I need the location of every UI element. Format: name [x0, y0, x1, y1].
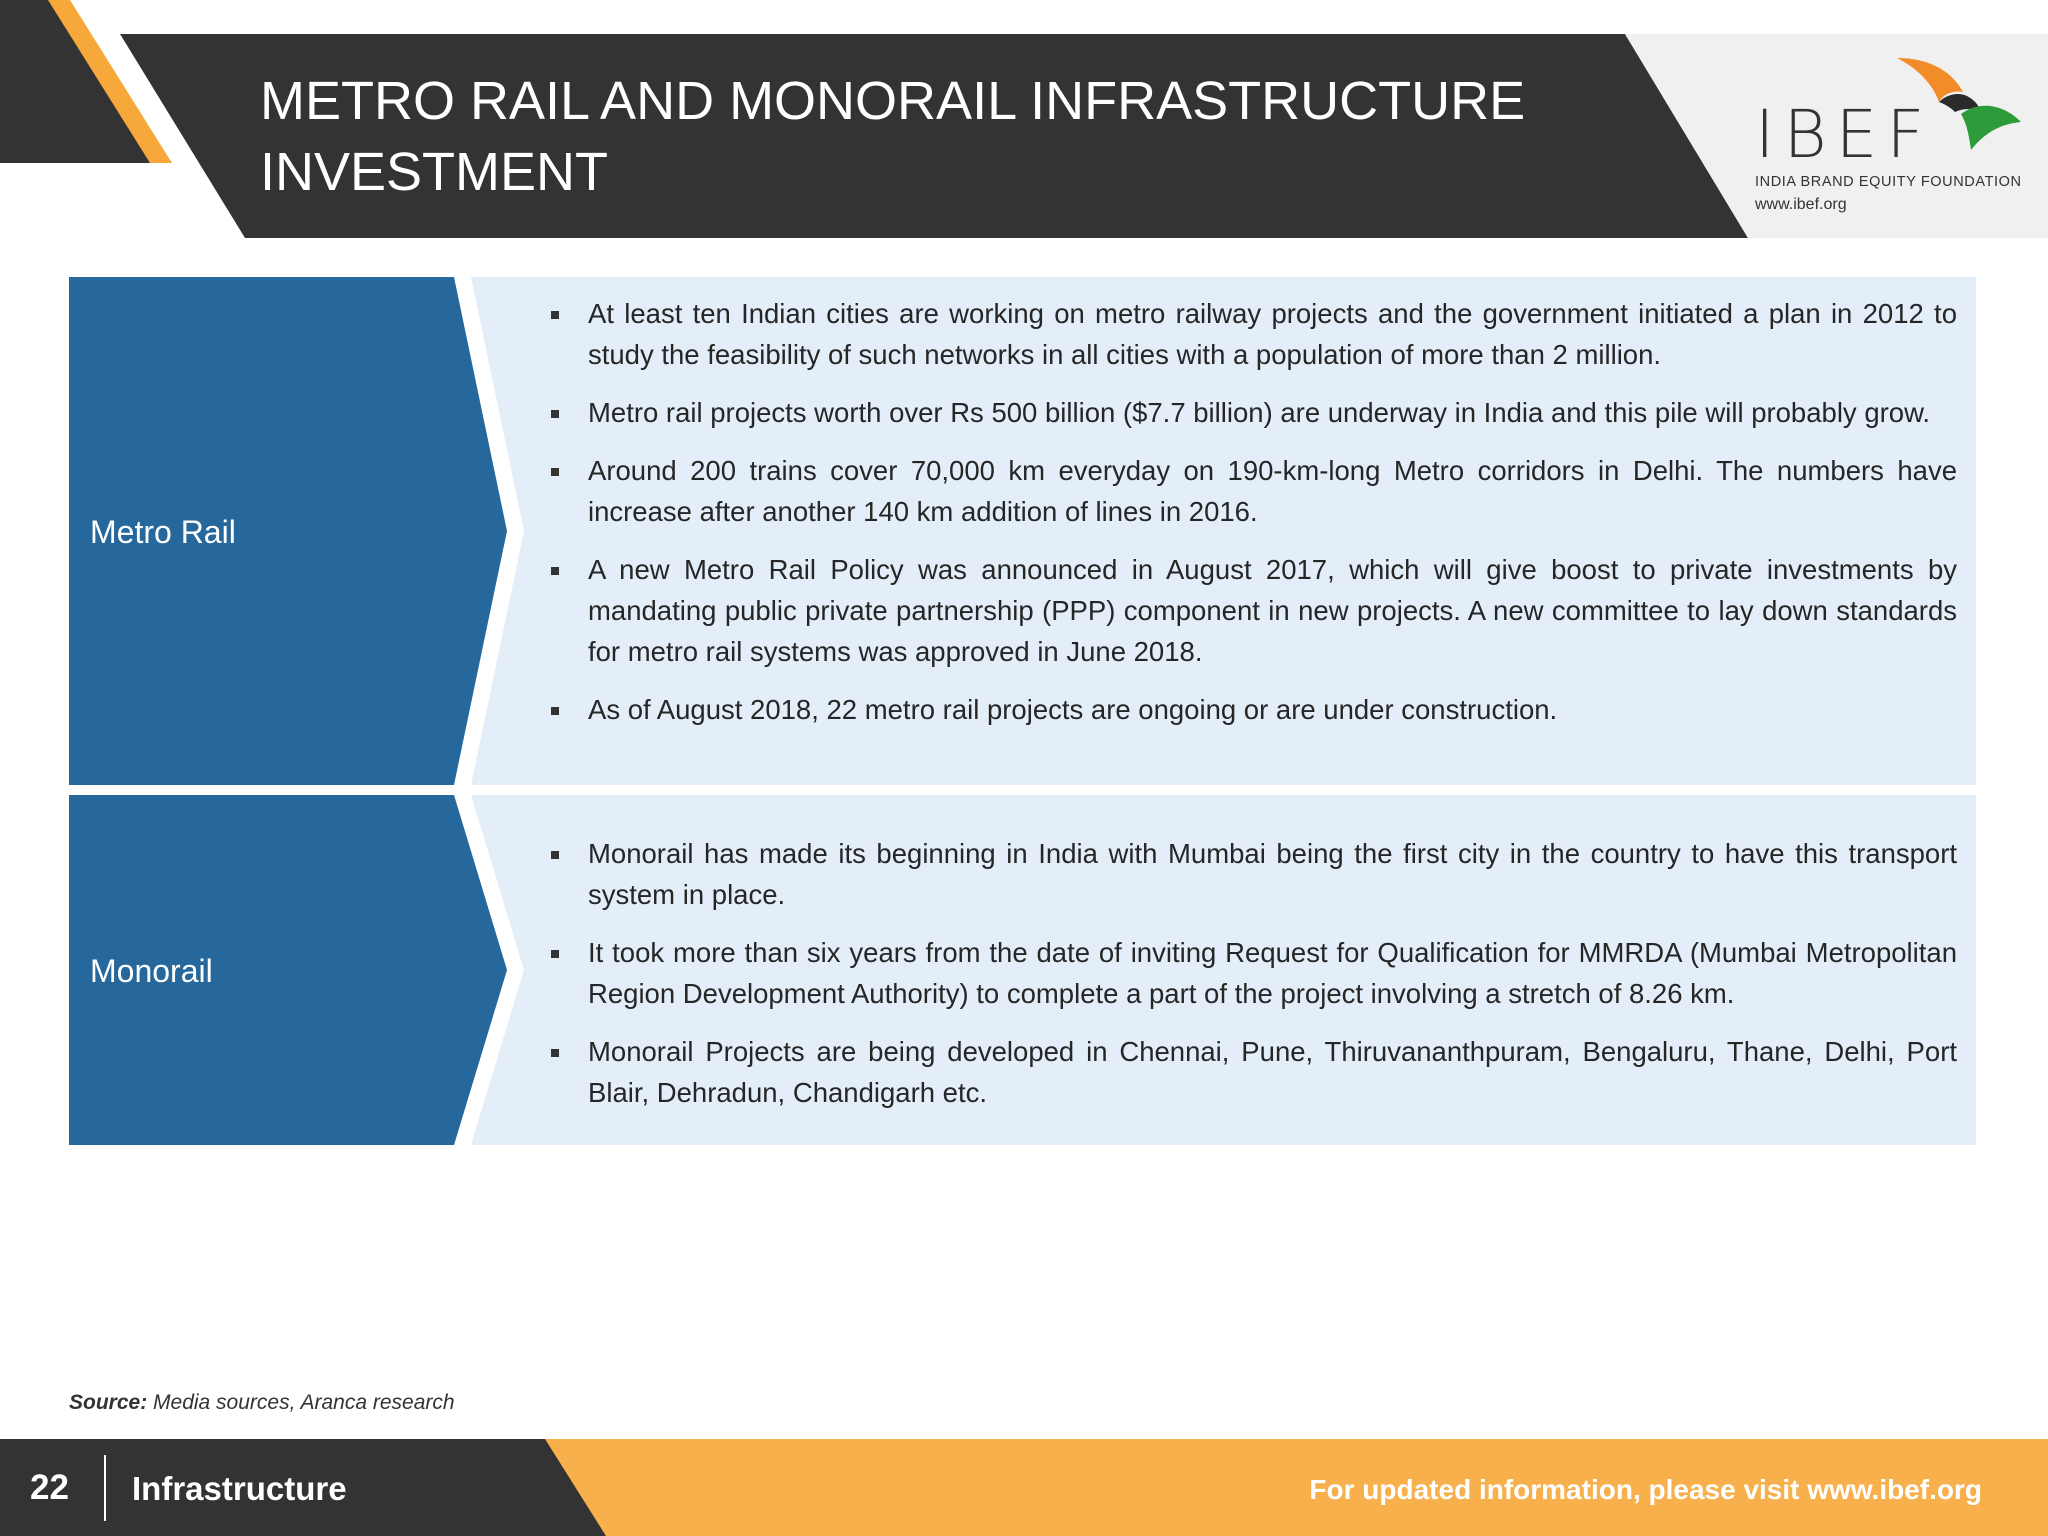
bullet-item: Monorail Projects are being developed in Chennai, Pune, Thiruvananthpuram, Bengaluru, Thane, Delhi, Port Blair, Dehradun, Chandigarh etc.: [549, 1031, 1957, 1113]
page-title-line-1: METRO RAIL AND MONORAIL INFRASTRUCTURE: [260, 71, 1526, 131]
metro-rail-label: Metro Rail: [90, 514, 236, 550]
page-title-line-2: INVESTMENT: [260, 142, 609, 202]
bullet-item: Monorail has made its beginning in India with Mumbai being the first city in the country to have this transport system in place.: [549, 833, 1957, 915]
footer-divider: [104, 1455, 106, 1521]
metro-rail-section: [69, 277, 1976, 785]
logo-subtitle: INDIA BRAND EQUITY FOUNDATION: [1755, 174, 2022, 190]
logo-url: www.ibef.org: [1755, 196, 1847, 213]
monorail-section: [69, 795, 1976, 1145]
bullet-item: A new Metro Rail Policy was announced in August 2017, which will give boost to private investments by mandating public private partnership (PPP) component in new projects. A new committee to lay down standards for metro rail systems was approved in June 2018.: [549, 549, 1957, 672]
source-note: [69, 1391, 455, 1415]
monorail-bullet-list: [549, 833, 1957, 1130]
bullet-item: Around 200 trains cover 70,000 km everyday on 190-km-long Metro corridors in Delhi. The numbers have increase after another 140 km addition of lines in 2016.: [549, 450, 1957, 532]
footer-visit-link[interactable]: For updated information, please visit www.ibef.org: [1309, 1474, 1982, 1505]
metro-rail-bullet-list: [549, 293, 1957, 747]
monorail-label: Monorail: [90, 953, 213, 989]
footer-topic: Infrastructure: [132, 1470, 347, 1507]
ibef-logo: [1745, 50, 2025, 230]
page-number: 22: [30, 1468, 69, 1507]
bullet-item: At least ten Indian cities are working on metro railway projects and the government initiated a plan in 2012 to study the feasibility of such networks in all cities with a population of more than 2 million.: [549, 293, 1957, 375]
bullet-item: Metro rail projects worth over Rs 500 billion ($7.7 billion) are underway in India and this pile will probably grow.: [549, 392, 1957, 433]
source-text: Media sources, Aranca research: [153, 1391, 455, 1414]
bullet-item: It took more than six years from the date of inviting Request for Qualification for MMRDA (Mumbai Metropolitan Region Development Authority) to complete a part of the project involving a stretch of 8.26 km.: [549, 932, 1957, 1014]
logo-wordmark: IBEF: [1755, 96, 1934, 173]
page-title: [260, 66, 1560, 208]
source-label: Source:: [69, 1391, 148, 1414]
bullet-item: As of August 2018, 22 metro rail projects are ongoing or are under construction.: [549, 689, 1957, 730]
